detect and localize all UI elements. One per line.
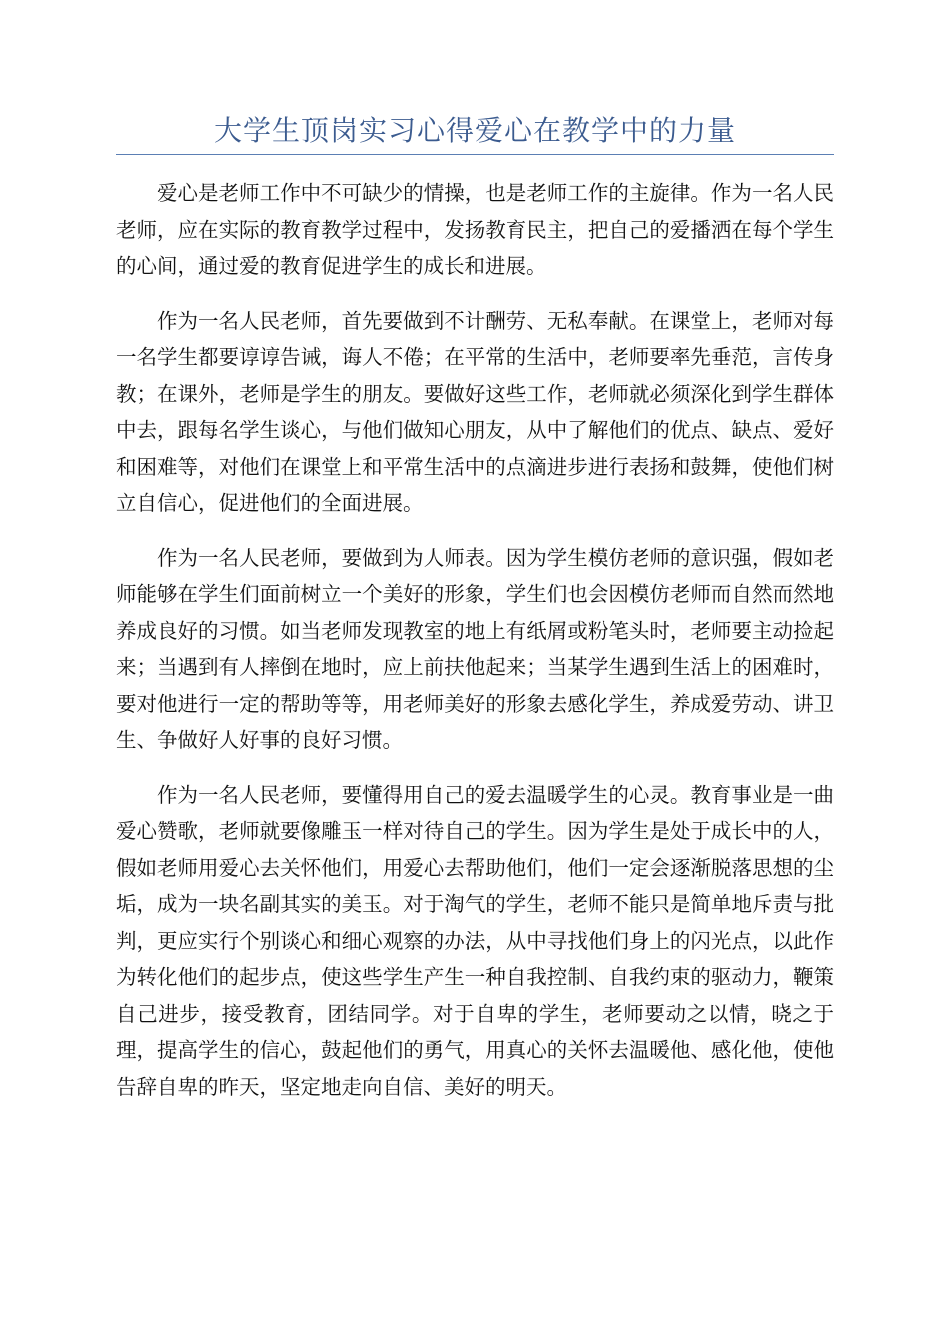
document-title: 大学生顶岗实习心得爱心在教学中的力量 bbox=[213, 114, 736, 147]
paragraph-3: 作为一名人民老师，要做到为人师表。因为学生模仿老师的意识强，假如老师能够在学生们面前树立一个美好的形象，学生们也会因模仿老师而自然而然地养成良好的习惯。如当老师发现教室的地上有纸屑或粉笔头时，老师要主动捡起来；当遇到有人摔倒在地时，应上前扶他起来；当某学生遇到生活上的困难时，要对他进行一定的帮助等等，用老师美好的形象去感化学生，养成爱劳动、讲卫生、争做好人好事的良好习惯。 bbox=[116, 545, 834, 752]
paragraph-4: 作为一名人民老师，要懂得用自己的爱去温暖学生的心灵。教育事业是一曲爱心赞歌，老师就要像雕玉一样对待自己的学生。因为学生是处于成长中的人，假如老师用爱心去关怀他们，用爱心去帮助他们，他们一定会逐渐脱落思想的尘垢，成为一块名副其实的美玉。对于淘气的学生，老师不能只是简单地斥责与批判，更应实行个别谈心和细心观察的办法，从中寻找他们身上的闪光点，以此作为转化他们的起步点，使这些学生产生一种自我控制、自我约束的驱动力，鞭策自己进步，接受教育，团结同学。对于自卑的学生，老师要动之以情，晓之于理，提高学生的信心，鼓起他们的勇气，用真心的关怀去温暖他、感化他，使他告辞自卑的昨天，坚定地走向自信、美好的明天。 bbox=[116, 782, 834, 1099]
document-body bbox=[116, 175, 834, 1123]
title-underline bbox=[116, 154, 834, 155]
paragraph-2: 作为一名人民老师，首先要做到不计酬劳、无私奉献。在课堂上，老师对每一名学生都要谆谆告诫，诲人不倦；在平常的生活中，老师要率先垂范，言传身教；在课外，老师是学生的朋友。要做好这些工作，老师就必须深化到学生群体中去，跟每名学生谈心，与他们做知心朋友，从中了解他们的优点、缺点、爱好和困难等，对他们在课堂上和平常生活中的点滴进步进行表扬和鼓舞，使他们树立自信心，促进他们的全面进展。 bbox=[116, 308, 834, 515]
paragraph-1: 爱心是老师工作中不可缺少的情操，也是老师工作的主旋律。作为一名人民老师，应在实际的教育教学过程中，发扬教育民主，把自己的爱播洒在每个学生的心间，通过爱的教育促进学生的成长和进展。 bbox=[116, 181, 834, 278]
